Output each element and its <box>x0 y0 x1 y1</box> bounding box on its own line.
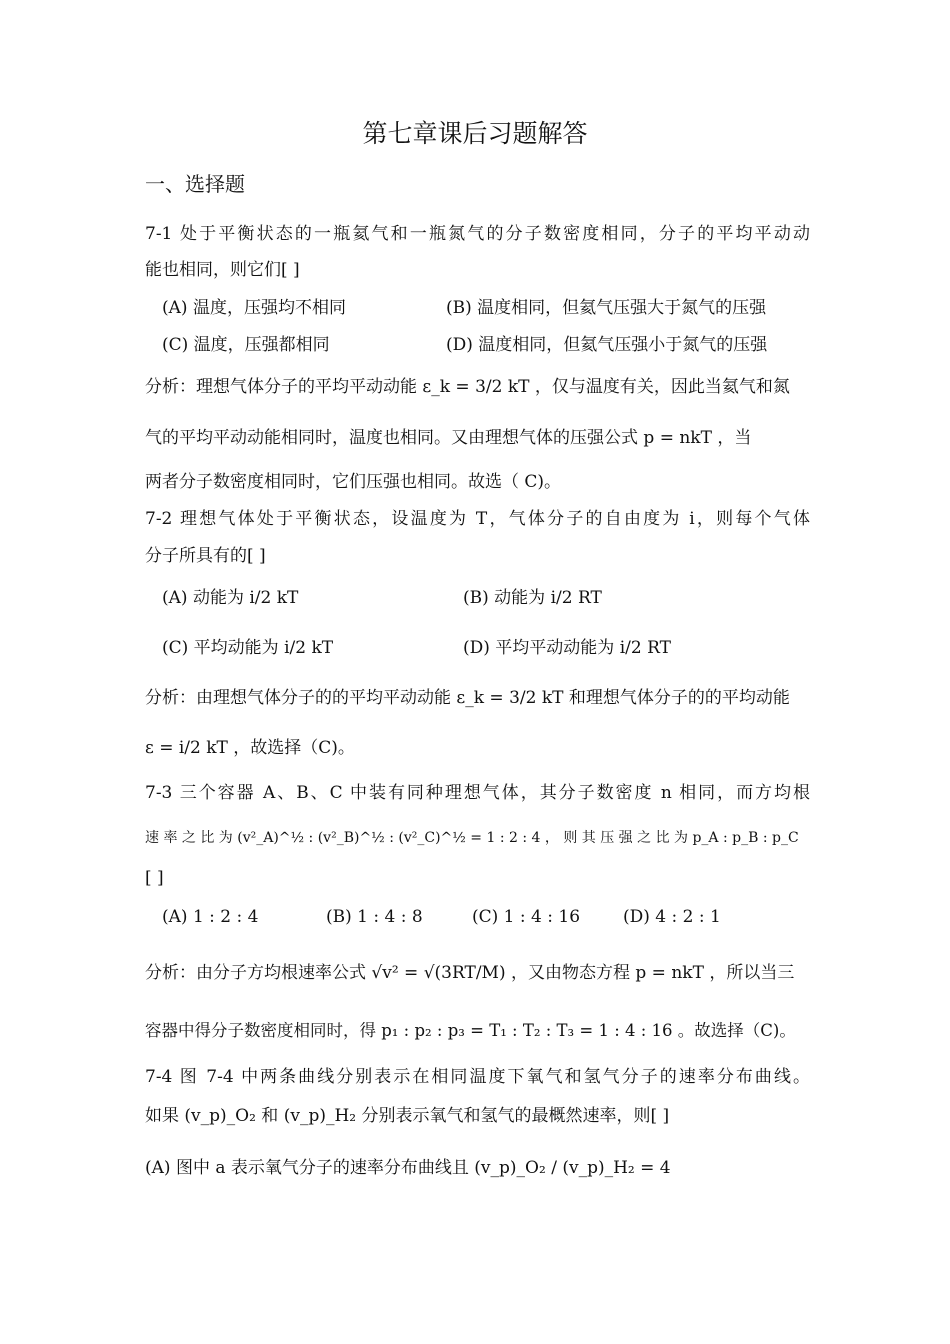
q3-stem-line1: 7-3 三个容器 A、B、C 中装有同种理想气体，其分子数密度 n 相同，而方均根 <box>145 783 810 803</box>
q2-option-d: (D) 平均平动动能为 i/2 RT <box>463 638 671 658</box>
q3-analysis-line2: 容器中得分子数密度相同时，得 p₁ : p₂ : p₃ = T₁ : T₂ : T₃ = 1 : 4 : 16 。故选择（C)。 <box>145 1021 796 1040</box>
q3-option-c: (C) 1 : 4 : 16 <box>472 907 581 927</box>
page-title: 第七章课后习题解答 <box>362 119 588 148</box>
q3-option-a: (A) 1 : 2 : 4 <box>162 907 259 927</box>
q3-stem-line3: [ ] <box>145 868 164 888</box>
q1-option-b: (B) 温度相同，但氦气压强大于氮气的压强 <box>446 298 767 318</box>
q1-stem-line2: 能也相同，则它们[ ] <box>145 260 300 280</box>
q3-stem-line2: 速 率 之 比 为 (v²_A)^½ : (v²_B)^½ : (v²_C)^½ = 1 : 2 : 4 ， 则 其 压 强 之 比 为 p_A : p_B : p_C <box>145 830 799 846</box>
q1-analysis-line2: 气的平均平动动能相同时，温度也相同。又由理想气体的压强公式 p = nkT ，当 <box>145 428 752 448</box>
q1-option-a: (A) 温度，压强均不相同 <box>162 298 346 318</box>
q2-option-a: (A) 动能为 i/2 kT <box>162 588 299 608</box>
q2-analysis-line1: 分析：由理想气体分子的的平均平动动能 ε_k = 3/2 kT 和理想气体分子的的平均动能 <box>145 688 790 708</box>
q4-stem-line2: 如果 (v_p)_O₂ 和 (v_p)_H₂ 分别表示氧气和氢气的最概然速率，则[ ] <box>145 1106 670 1126</box>
q1-stem-line1: 7-1 处于平衡状态的一瓶氦气和一瓶氮气的分子数密度相同，分子的平均平动动 <box>145 224 810 244</box>
q1-option-c: (C) 温度，压强都相同 <box>162 335 330 355</box>
q2-option-b: (B) 动能为 i/2 RT <box>463 588 602 608</box>
q4-option-a: (A) 图中 a 表示氧气分子的速率分布曲线且 (v_p)_O₂ / (v_p)_H₂ = 4 <box>145 1158 671 1178</box>
q3-analysis-line1: 分析：由分子方均根速率公式 √v² = √(3RT/M) ，又由物态方程 p = nkT ，所以当三 <box>145 963 795 983</box>
q3-option-d: (D) 4 : 2 : 1 <box>623 907 721 927</box>
q1-analysis-line3: 两者分子数密度相同时，它们压强也相同。故选（ C)。 <box>145 472 562 492</box>
q1-option-d: (D) 温度相同，但氦气压强小于氮气的压强 <box>446 335 768 355</box>
q2-option-c: (C) 平均动能为 i/2 kT <box>162 638 334 658</box>
q3-option-b: (B) 1 : 4 : 8 <box>326 907 423 927</box>
q2-analysis-line2: ε = i/2 kT ，故选择（C)。 <box>145 738 355 758</box>
q2-stem-line1: 7-2 理想气体处于平衡状态，设温度为 T，气体分子的自由度为 i，则每个气体 <box>145 509 810 529</box>
q2-stem-line2: 分子所具有的[ ] <box>145 546 266 566</box>
q4-stem-line1: 7-4 图 7-4 中两条曲线分别表示在相同温度下氧气和氢气分子的速率分布曲线。 <box>145 1067 810 1087</box>
q1-analysis-line1: 分析：理想气体分子的平均平动动能 ε_k = 3/2 kT ，仅与温度有关，因此当氦气和氮 <box>145 377 790 397</box>
section-heading: 一、选择题 <box>145 172 245 196</box>
